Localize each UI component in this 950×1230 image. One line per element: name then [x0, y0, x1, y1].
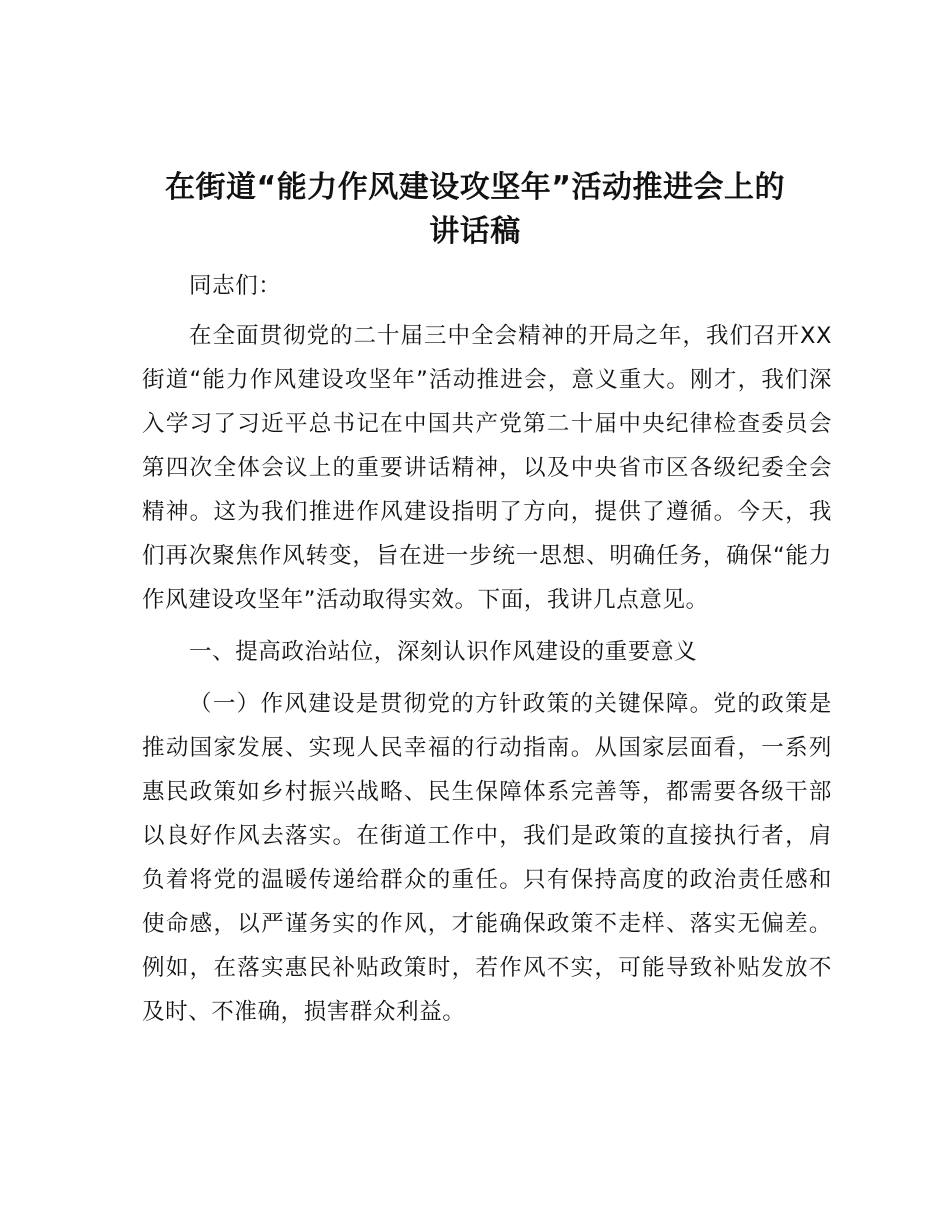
section-heading-1: 一、提高政治站位，深刻认识作风建设的重要意义	[189, 639, 698, 665]
salutation: 同志们：	[189, 273, 282, 299]
document-body	[142, 264, 832, 1034]
title-line-2: 讲话稿	[429, 214, 521, 249]
document-title	[120, 166, 830, 254]
title-line-1: 在街道“能力作风建设攻坚年”活动推进会上的	[165, 170, 785, 205]
paragraph-intro: 在全面贯彻党的二十届三中全会精神的开局之年，我们召开XX街道“能力作风建设攻坚年”活动推进会，意义重大。刚才，我们深入学习了习近平总书记在中国共产党第二十届中央纪律检查委员会第四次全体会议上的重要讲话精神，以及中央省市区各级纪委全会精神。这为我们推进作风建设指明了方向，提供了遵循。今天，我们再次聚焦作风转变，旨在进一步统一思想、明确任务，确保“能力作风建设攻坚年”活动取得实效。下面，我讲几点意见。	[142, 323, 832, 613]
paragraph-section-1-1: （一）作风建设是贯彻党的方针政策的关键保障。党的政策是推动国家发展、实现人民幸福的行动指南。从国家层面看，一系列惠民政策如乡村振兴战略、民生保障体系完善等，都需要各级干部以良好作风去落实。在街道工作中，我们是政策的直接执行者，肩负着将党的温暖传递给群众的重任。只有保持高度的政治责任感和使命感，以严谨务实的作风，才能确保政策不走样、落实无偏差。例如，在落实惠民补贴政策时，若作风不实，可能导致补贴发放不及时、不准确，损害群众利益。	[142, 691, 832, 1025]
